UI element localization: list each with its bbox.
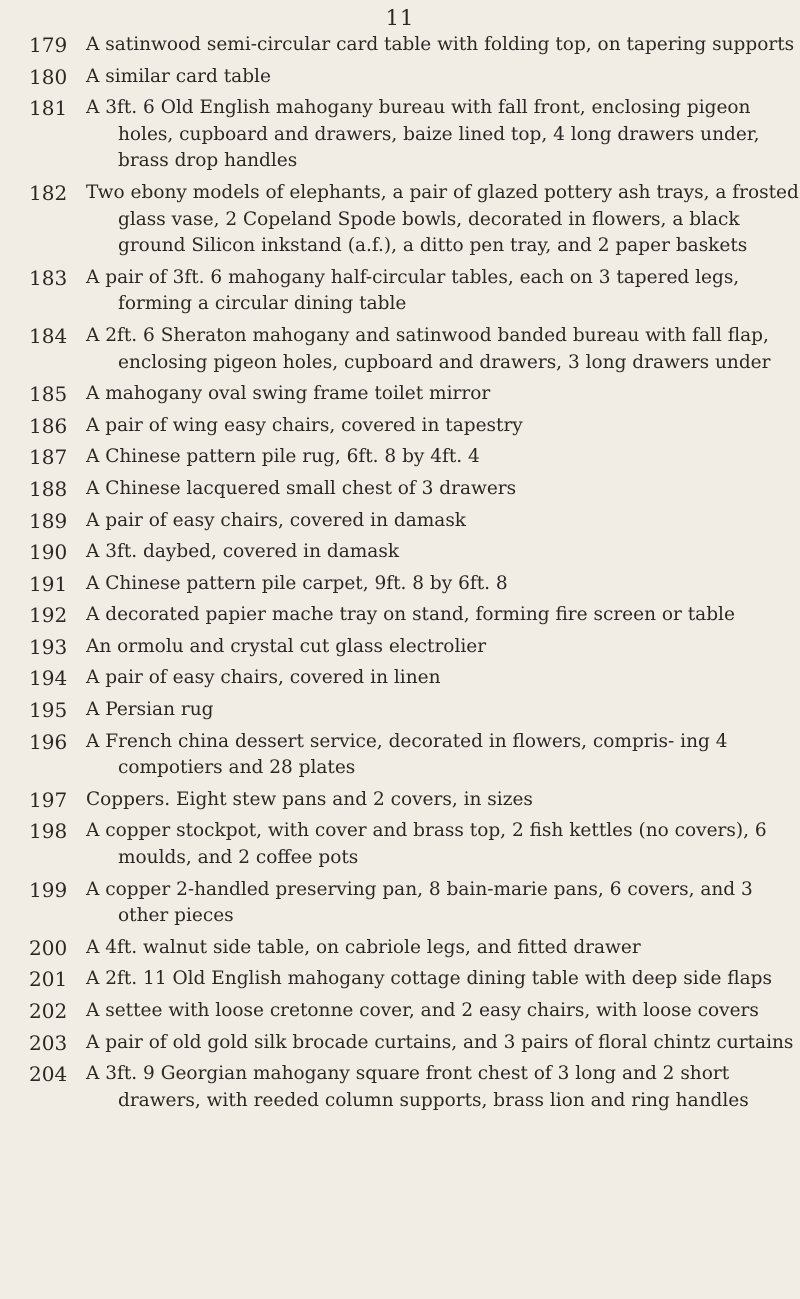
lot-entry <box>0 935 800 967</box>
lot-number: 189 <box>29 508 68 533</box>
lot-description: Coppers. Eight stew pans and 2 covers, in sizes <box>86 788 533 810</box>
lot-number: 197 <box>29 787 68 812</box>
lot-description: A copper stockpot, with cover and brass top, 2 fish kettles (no covers), 6 moulds, and 2 coffee pots <box>86 820 767 869</box>
lot-description: A pair of easy chairs, covered in damask <box>86 509 467 531</box>
lot-number: 198 <box>29 819 68 844</box>
lot-description: A similar card table <box>86 65 271 87</box>
lot-number: 191 <box>29 571 68 596</box>
lot-description: A satinwood semi-circular card table with folding top, on tapering supports <box>86 34 795 55</box>
lot-number: 204 <box>29 1062 68 1087</box>
lot-entry <box>0 508 800 540</box>
lot-description: A mahogany oval swing frame toilet mirror <box>86 383 491 405</box>
lot-number: 184 <box>29 323 68 348</box>
lot-description: A pair of old gold silk brocade curtains, and 3 pairs of floral chintz curtains <box>86 1031 794 1053</box>
lot-number: 185 <box>29 382 68 407</box>
lot-number: 188 <box>29 476 68 501</box>
lot-description: A Persian rug <box>86 699 214 721</box>
lot-entry <box>0 476 800 508</box>
lot-description: An ormolu and crystal cut glass electrolier <box>86 635 487 657</box>
lot-number: 194 <box>29 666 68 691</box>
lot-number: 192 <box>29 603 68 628</box>
lot-description: A decorated papier mache tray on stand, forming fire screen or table <box>86 604 735 626</box>
lot-number: 201 <box>29 967 68 992</box>
lot-description: A settee with loose cretonne cover, and 2 easy chairs, with loose covers <box>86 1000 759 1021</box>
lot-description: A pair of 3ft. 6 mahogany half-circular tables, each on 3 tapered legs, forming a circular dining table <box>86 266 740 315</box>
lot-entry <box>0 1061 800 1119</box>
lot-number: 195 <box>29 698 68 723</box>
lot-description: A Chinese pattern pile carpet, 9ft. 8 by 6ft. 8 <box>86 572 508 594</box>
lot-entry <box>0 1030 800 1062</box>
lot-number: 193 <box>29 634 68 659</box>
page-number: 11 <box>385 6 415 30</box>
lot-description: A French china dessert service, decorated in flowers, compris- ing 4 compotiers and 28 plates <box>86 730 728 779</box>
lot-entry <box>0 180 800 265</box>
lot-entry <box>0 787 800 819</box>
lot-entry <box>0 95 800 180</box>
lot-entry <box>0 998 800 1030</box>
lot-entry <box>0 966 800 998</box>
lot-entry <box>0 571 800 603</box>
lot-number: 199 <box>29 877 68 902</box>
lot-number: 186 <box>29 413 68 438</box>
lot-number: 202 <box>29 999 68 1023</box>
lot-number: 180 <box>29 64 68 89</box>
lot-entry <box>0 323 800 381</box>
lot-list <box>0 32 800 1119</box>
lot-description: A 3ft. 6 Old English mahogany bureau with fall front, enclosing pigeon holes, cupboard and drawers, baize lined top, 4 long drawers under, brass drop handles <box>86 97 760 172</box>
lot-description: A pair of easy chairs, covered in linen <box>86 667 441 689</box>
lot-description: A 2ft. 6 Sheraton mahogany and satinwood banded bureau with fall flap, enclosing pigeon holes, cupboard and drawers, 3 long drawers under <box>86 324 771 373</box>
lot-entry <box>0 729 800 787</box>
lot-number: 196 <box>29 729 68 754</box>
lot-number: 183 <box>29 265 68 290</box>
lot-entry <box>0 32 800 64</box>
lot-number: 187 <box>29 445 68 470</box>
lot-number: 181 <box>29 96 68 121</box>
lot-entry <box>0 877 800 935</box>
lot-entry <box>0 665 800 697</box>
lot-description: A 2ft. 11 Old English mahogany cottage dining table with deep side flaps <box>86 968 772 990</box>
lot-description: A Chinese pattern pile rug, 6ft. 8 by 4ft. 4 <box>86 446 480 468</box>
lot-entry <box>0 381 800 413</box>
lot-number: 179 <box>29 33 68 57</box>
lot-description: A 4ft. walnut side table, on cabriole legs, and fitted drawer <box>86 936 641 958</box>
lot-description: A pair of wing easy chairs, covered in tapestry <box>86 414 523 436</box>
lot-number: 190 <box>29 540 68 565</box>
lot-description: A 3ft. 9 Georgian mahogany square front chest of 3 long and 2 short drawers, with reeded column supports, brass lion and ring handles <box>86 1063 749 1111</box>
lot-description: Two ebony models of elephants, a pair of glazed pottery ash trays, a frosted glass vase, 2 Copeland Spode bowls, decorated in flowers, a black ground Silicon inkstand (a.f.), a ditto pen tray, and 2 paper baskets <box>86 181 799 257</box>
lot-entry <box>0 64 800 96</box>
lot-entry <box>0 444 800 476</box>
lot-description: A 3ft. daybed, covered in damask <box>86 541 400 563</box>
lot-entry <box>0 539 800 571</box>
lot-number: 200 <box>29 935 68 960</box>
lot-description: A Chinese lacquered small chest of 3 drawers <box>86 477 517 499</box>
lot-entry <box>0 697 800 729</box>
lot-number: 203 <box>29 1030 68 1055</box>
lot-entry <box>0 265 800 323</box>
lot-entry <box>0 413 800 445</box>
lot-description: A copper 2-handled preserving pan, 8 bain-marie pans, 6 covers, and 3 other pieces <box>86 878 753 927</box>
lot-entry <box>0 634 800 666</box>
lot-entry <box>0 818 800 876</box>
lot-number: 182 <box>29 180 68 205</box>
lot-entry <box>0 602 800 634</box>
